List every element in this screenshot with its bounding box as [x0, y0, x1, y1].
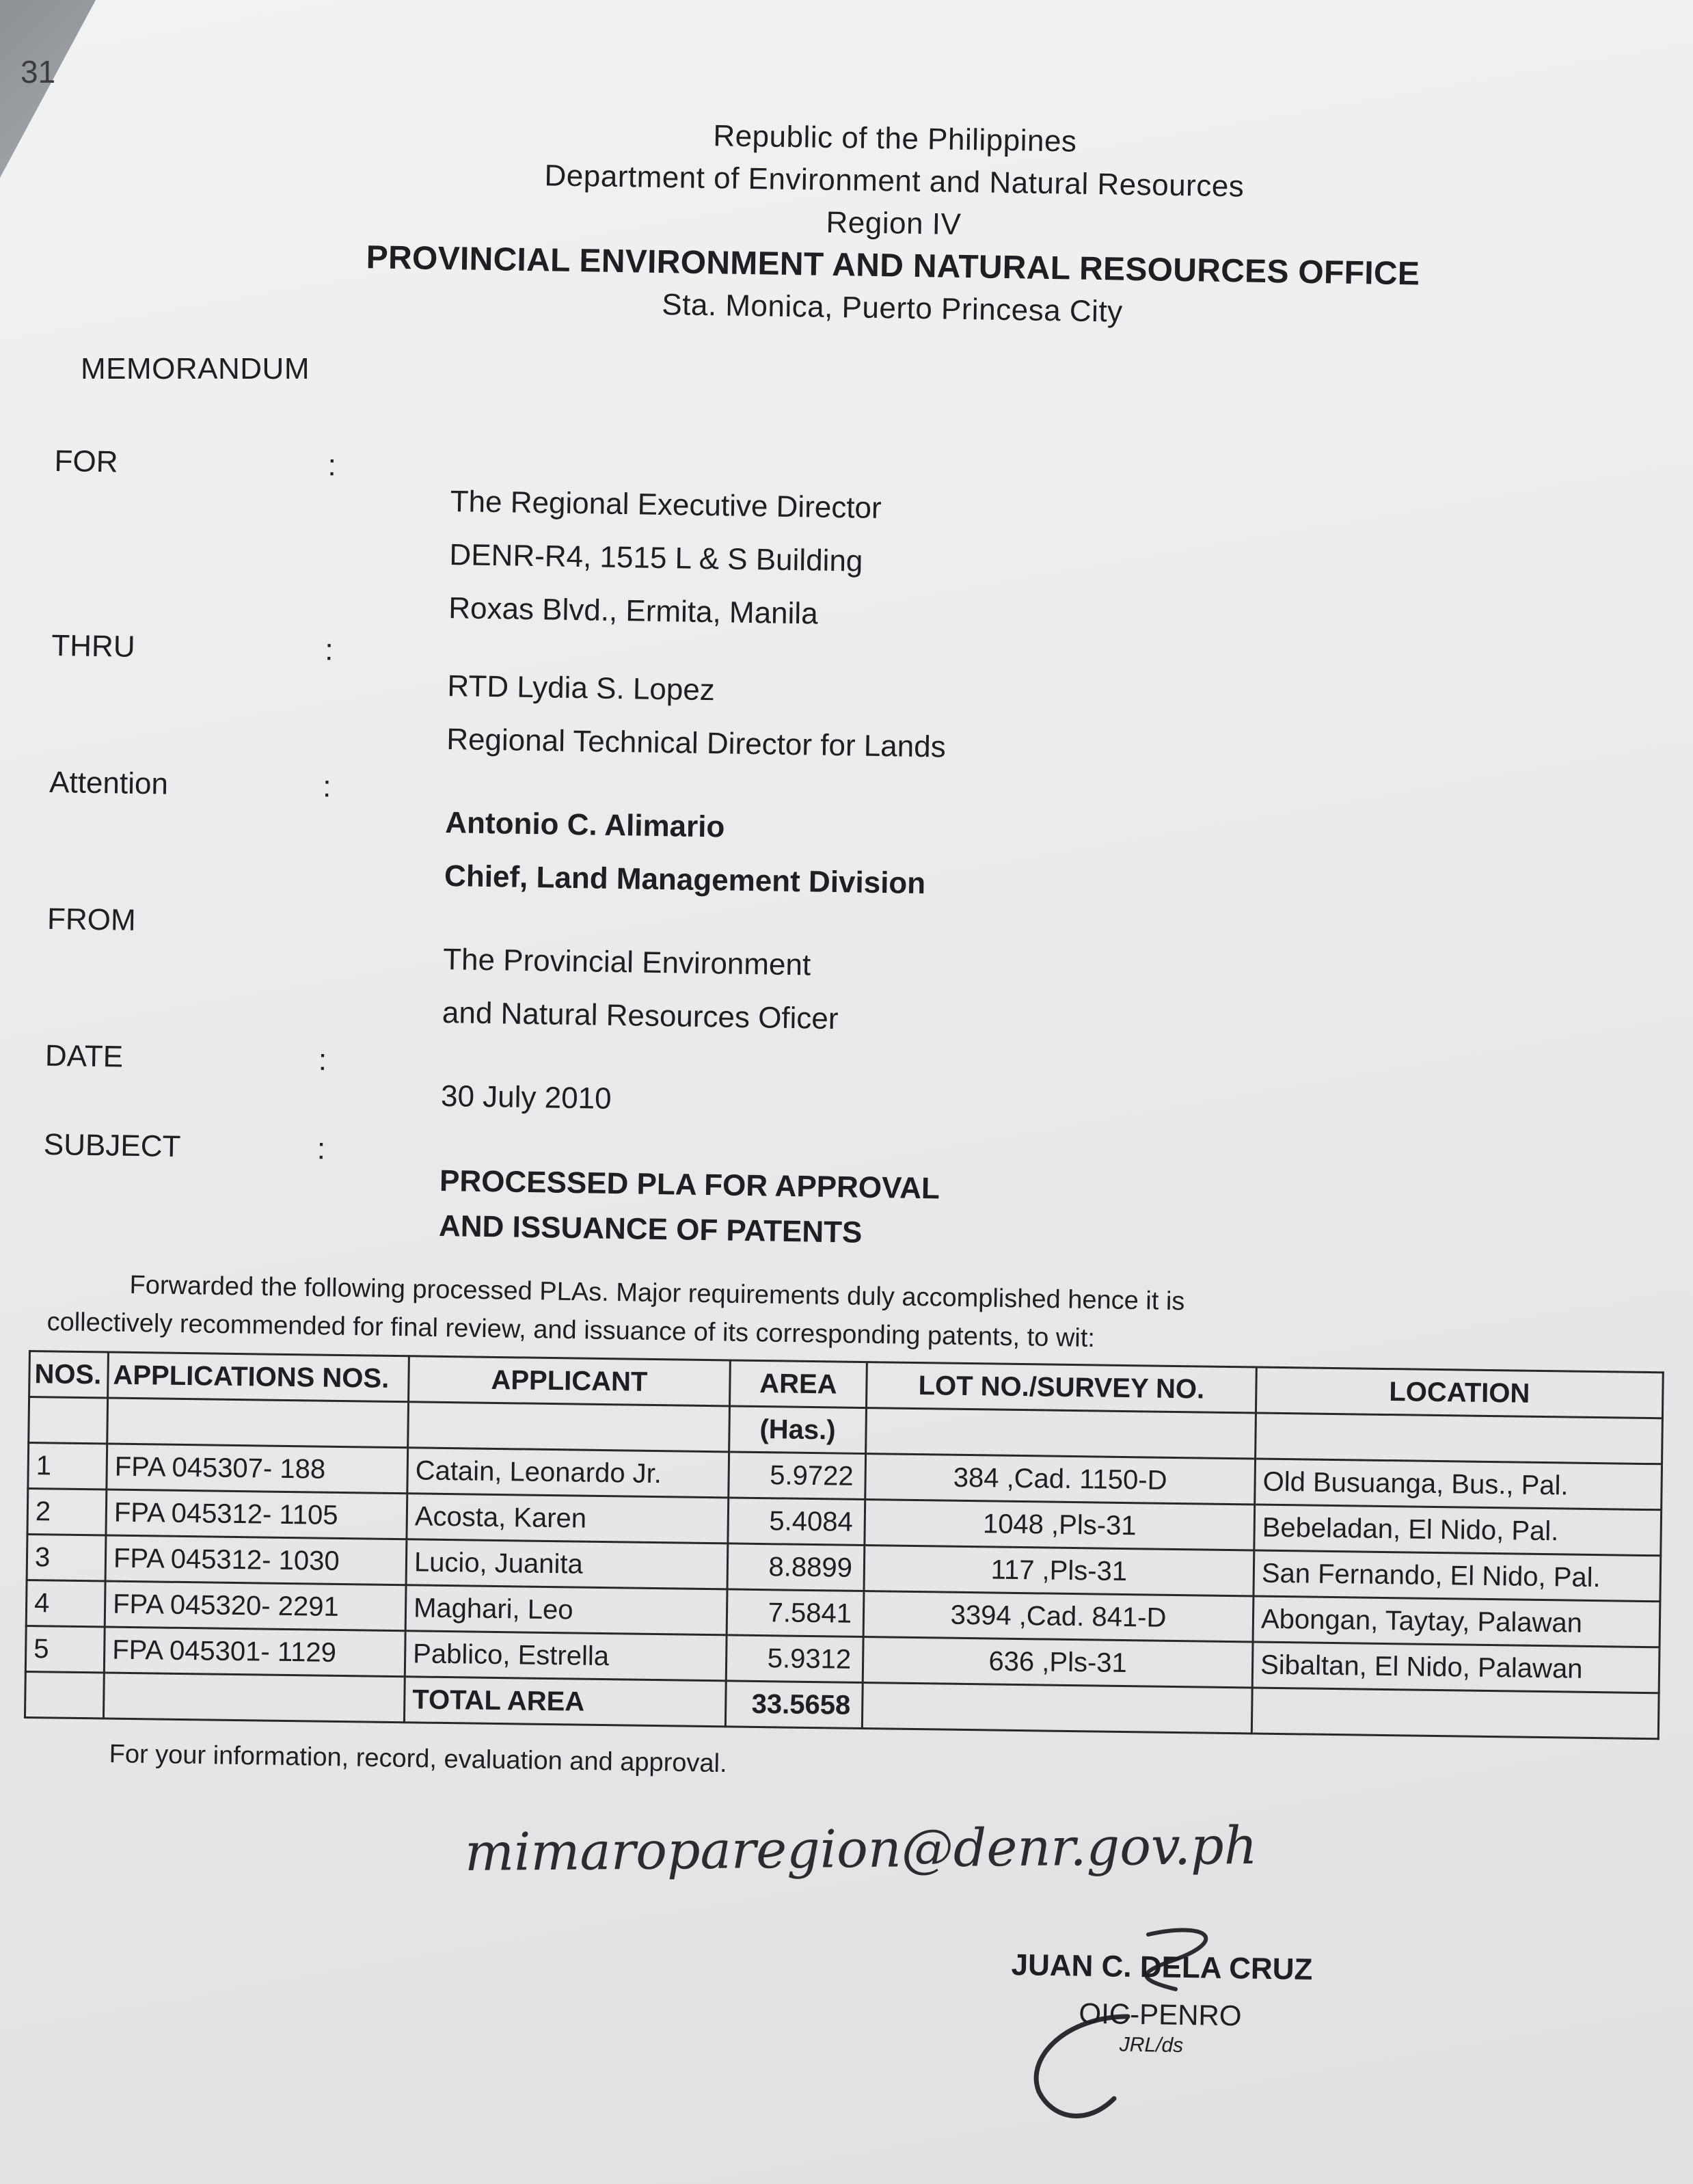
table-cell [1256, 1413, 1663, 1464]
field-value [444, 796, 927, 911]
signatory-block [1010, 1948, 1422, 2061]
field-value-line: The Provincial Environment [442, 943, 811, 982]
field-colon: : [322, 770, 331, 804]
letterhead-line-department: Department of Environment and Natural Resources [544, 159, 1245, 204]
field-value-line: DENR-R4, 1515 L & S Building [449, 538, 863, 578]
total-label: TOTAL AREA [404, 1677, 726, 1727]
field-value-line: 30 July 2010 [440, 1079, 612, 1116]
field-value-line: Roxas Blvd., Ermita, Manila [448, 591, 819, 631]
field-colon: : [316, 1132, 326, 1166]
pla-table [24, 1350, 1664, 1740]
pla-table-wrapper [24, 1350, 1669, 1740]
cell-no: 4 [26, 1580, 105, 1626]
header-applications: APPLICATIONS NOS. [108, 1352, 409, 1402]
cell-applicant: Acosta, Karen [407, 1494, 729, 1543]
signatory-name: JUAN C. DELA CRUZ [1011, 1948, 1313, 1986]
cell-area: 8.8899 [727, 1543, 865, 1591]
header-lot: LOT NO./SURVEY NO. [866, 1362, 1256, 1413]
cell-lot: 117 ,Pls-31 [864, 1546, 1254, 1596]
table-cell [103, 1673, 405, 1723]
header-location: LOCATION [1256, 1367, 1663, 1418]
cell-area: 5.9312 [726, 1635, 863, 1683]
cell-no: 2 [27, 1489, 107, 1535]
table-cell [1251, 1688, 1659, 1739]
header-nos: NOS. [29, 1351, 109, 1398]
cell-application: FPA 045301- 1129 [104, 1627, 405, 1677]
field-value [446, 660, 947, 774]
cell-lot: 636 ,Pls-31 [863, 1637, 1253, 1688]
cell-location: Sibaltan, El Nido, Palawan [1252, 1642, 1660, 1693]
letterhead-line-republic: Republic of the Philippines [713, 119, 1077, 159]
cell-application: FPA 045312- 1105 [106, 1489, 407, 1539]
field-label: DATE [44, 1038, 124, 1074]
field-label: Attention [49, 765, 169, 801]
field-label: SUBJECT [43, 1127, 181, 1164]
cell-applicant: Catain, Leonardo Jr. [407, 1448, 729, 1498]
page-number: 31 [21, 54, 56, 90]
field-value [448, 475, 882, 642]
field-value-line: Chief, Land Management Division [444, 859, 926, 901]
letterhead [352, 109, 1435, 338]
field-value-line: PROCESSED PLA FOR APPROVAL [439, 1163, 940, 1206]
letterhead-address: Sta. Monica, Puerto Princesa City [662, 288, 1124, 329]
header-applicant: APPLICANT [409, 1356, 731, 1406]
letterhead-office: PROVINCIAL ENVIRONMENT AND NATURAL RESOURCES OFFICE [366, 239, 1420, 293]
cell-lot: 1048 ,Pls-31 [865, 1500, 1255, 1550]
cell-location: Old Busuanga, Bus., Pal. [1255, 1459, 1662, 1510]
table-cell [862, 1683, 1252, 1734]
header-area-unit: (Has.) [729, 1406, 867, 1454]
field-value [439, 1159, 940, 1256]
paragraph-line: Forwarded the following processed PLAs. Major requirements duly accomplished hence it is [129, 1270, 1185, 1317]
cell-no: 5 [25, 1626, 105, 1672]
field-colon: : [324, 633, 334, 667]
cell-area: 7.5841 [727, 1589, 864, 1637]
field-value-line: Antonio C. Alimario [444, 806, 725, 844]
cell-applicant: Maghari, Leo [405, 1585, 727, 1635]
cell-no: 3 [27, 1534, 106, 1580]
handwritten-email: mimaroparegion@denr.gov.ph [464, 1814, 1258, 1883]
table-cell [408, 1402, 730, 1452]
field-value-line: The Regional Executive Director [450, 485, 882, 526]
paragraph-line: collectively recommended for final review, and issuance of its corresponding patents, to wit: [46, 1307, 1096, 1353]
cell-lot: 3394 ,Cad. 841-D [863, 1591, 1254, 1642]
cell-no: 1 [28, 1443, 107, 1489]
table-cell [866, 1408, 1256, 1459]
header-area: AREA [730, 1360, 867, 1408]
field-colon: : [318, 1043, 327, 1077]
cell-location: Abongan, Taytay, Palawan [1253, 1596, 1660, 1647]
field-label: THRU [51, 628, 135, 664]
total-value: 33.5658 [725, 1681, 863, 1729]
cell-applicant: Pablico, Estrella [405, 1631, 727, 1681]
signatory-initials: JRL/ds [1119, 2033, 1184, 2057]
cell-application: FPA 045320- 2291 [105, 1581, 406, 1631]
cell-location: Bebeladan, El Nido, Pal. [1254, 1505, 1662, 1556]
field-colon: : [327, 448, 337, 483]
field-value [442, 933, 839, 1046]
cell-application: FPA 045307- 188 [107, 1444, 408, 1494]
cell-area: 5.9722 [729, 1452, 866, 1500]
memo-title: MEMORANDUM [81, 352, 310, 386]
cell-location: San Fernando, El Nido, Pal. [1254, 1550, 1661, 1602]
footer-note: For your information, record, evaluation and approval. [109, 1740, 727, 1779]
table-cell [25, 1671, 104, 1718]
field-value-line: AND ISSUANCE OF PATENTS [438, 1209, 863, 1250]
cell-applicant: Lucio, Juanita [406, 1539, 728, 1589]
field-value [440, 1070, 612, 1126]
table-cell [107, 1398, 409, 1448]
field-label: FROM [46, 902, 136, 937]
table-cell [29, 1397, 108, 1444]
cell-lot: 384 ,Cad. 1150-D [865, 1454, 1256, 1505]
signatory-title: OIC-PENRO [1079, 1997, 1242, 2032]
field-label: FOR [54, 444, 118, 479]
letterhead-line-region: Region IV [826, 205, 962, 241]
cell-application: FPA 045312- 1030 [105, 1535, 407, 1585]
field-value-line: RTD Lydia S. Lopez [447, 669, 716, 707]
field-value-line: and Natural Resources Oficer [442, 996, 839, 1036]
field-value-line: Regional Technical Director for Lands [446, 723, 947, 764]
cell-area: 5.4084 [728, 1498, 865, 1546]
